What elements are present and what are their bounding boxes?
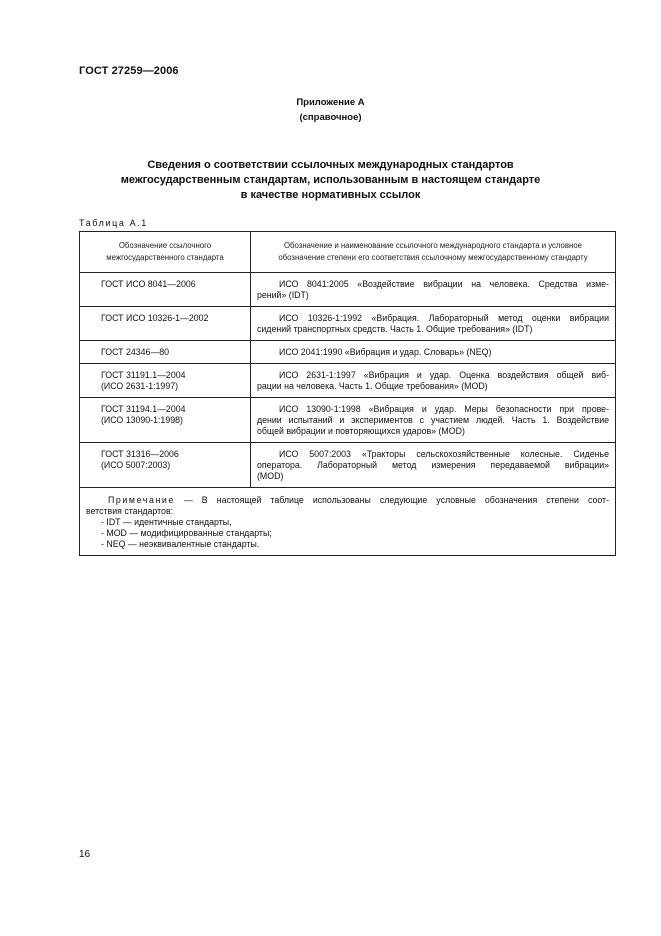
note-first-line: Примечание — В настоящей таблице использованы следующие условные обозначения степени соот- — [108, 495, 609, 505]
table-row — [80, 364, 616, 398]
table-caption: Таблица А.1 — [79, 218, 148, 228]
note-label: Примечание — [108, 495, 175, 505]
table-note — [80, 488, 616, 556]
table-row — [80, 307, 616, 341]
table-header-row — [80, 232, 616, 273]
description-cell: ИСО 2631-1:1997 «Вибрация и удар. Оценка воздействия общей виб- рации на человека. Часть 1. Общие требования» (MOD) — [251, 364, 616, 398]
standard-cell: ГОСТ 31316—2006 (ИСО 5007:2003) — [80, 443, 251, 488]
correspondence-table — [79, 231, 616, 556]
description-cell: ИСО 5007:2003 «Тракторы сельскохозяйственные колесные. Сиденье оператора. Лабораторный метод измерения передаваемой вибрации» (MOD) — [251, 443, 616, 488]
appendix-title: Приложение А — [296, 97, 365, 108]
standard-cell: ГОСТ 24346—80 — [80, 341, 251, 364]
description-cell: ИСО 13090-1:1998 «Вибрация и удар. Меры безопасности при прове- дении испытаний и экспериментов с участием людей. Часть 1. Воздействие общей вибрации и повторяющихся ударов» (MOD) — [251, 398, 616, 443]
note-item: - NEQ — неэквивалентные стандарты. — [101, 539, 260, 549]
standard-cell: ГОСТ ИСО 10326-1—2002 — [80, 307, 251, 341]
description-cell: ИСО 10326-1:1992 «Вибрация. Лабораторный метод оценки вибрации сидений транспортных средств. Часть 1. Общие требования» (IDT) — [251, 307, 616, 341]
table-row — [80, 398, 616, 443]
table-row — [80, 443, 616, 488]
page-number: 16 — [79, 849, 91, 860]
table-row — [80, 341, 616, 364]
header-cell-standard: Обозначение ссылочного межгосударственного стандарта — [80, 232, 251, 273]
standard-cell: ГОСТ ИСО 8041—2006 — [80, 273, 251, 307]
description-cell: ИСО 8041:2005 «Воздействие вибрации на человека. Средства изме- рений» (IDT) — [251, 273, 616, 307]
appendix-subtitle: (справочное) — [299, 112, 362, 123]
standard-cell: ГОСТ 31194.1—2004 (ИСО 13090-1:1998) — [80, 398, 251, 443]
appendix-heading — [0, 95, 661, 125]
header-cell-description: Обозначение и наименование ссылочного международного стандарта и условное обозначение степени его соответствия ссылочному межгосударственному стандарту — [251, 232, 616, 273]
note-item: - MOD — модифицированные стандарты; — [101, 528, 272, 538]
document-code: ГОСТ 27259—2006 — [79, 65, 179, 77]
title-line: Сведения о соответствии ссылочных международных стандартов — [147, 159, 514, 171]
standard-cell: ГОСТ 31191.1—2004 (ИСО 2631-1:1997) — [80, 364, 251, 398]
table-note-row — [80, 488, 616, 556]
description-cell: ИСО 2041:1990 «Вибрация и удар. Словарь» (NEQ) — [251, 341, 616, 364]
note-item: - IDT — идентичные стандарты, — [101, 517, 232, 527]
title-line: межгосударственным стандартам, использованным в настоящем стандарте — [120, 174, 541, 186]
note-second-line: ветствия стандартов: — [86, 506, 174, 516]
table-row — [80, 273, 616, 307]
title-line: в качестве нормативных ссылок — [240, 189, 421, 201]
section-title — [0, 158, 661, 203]
